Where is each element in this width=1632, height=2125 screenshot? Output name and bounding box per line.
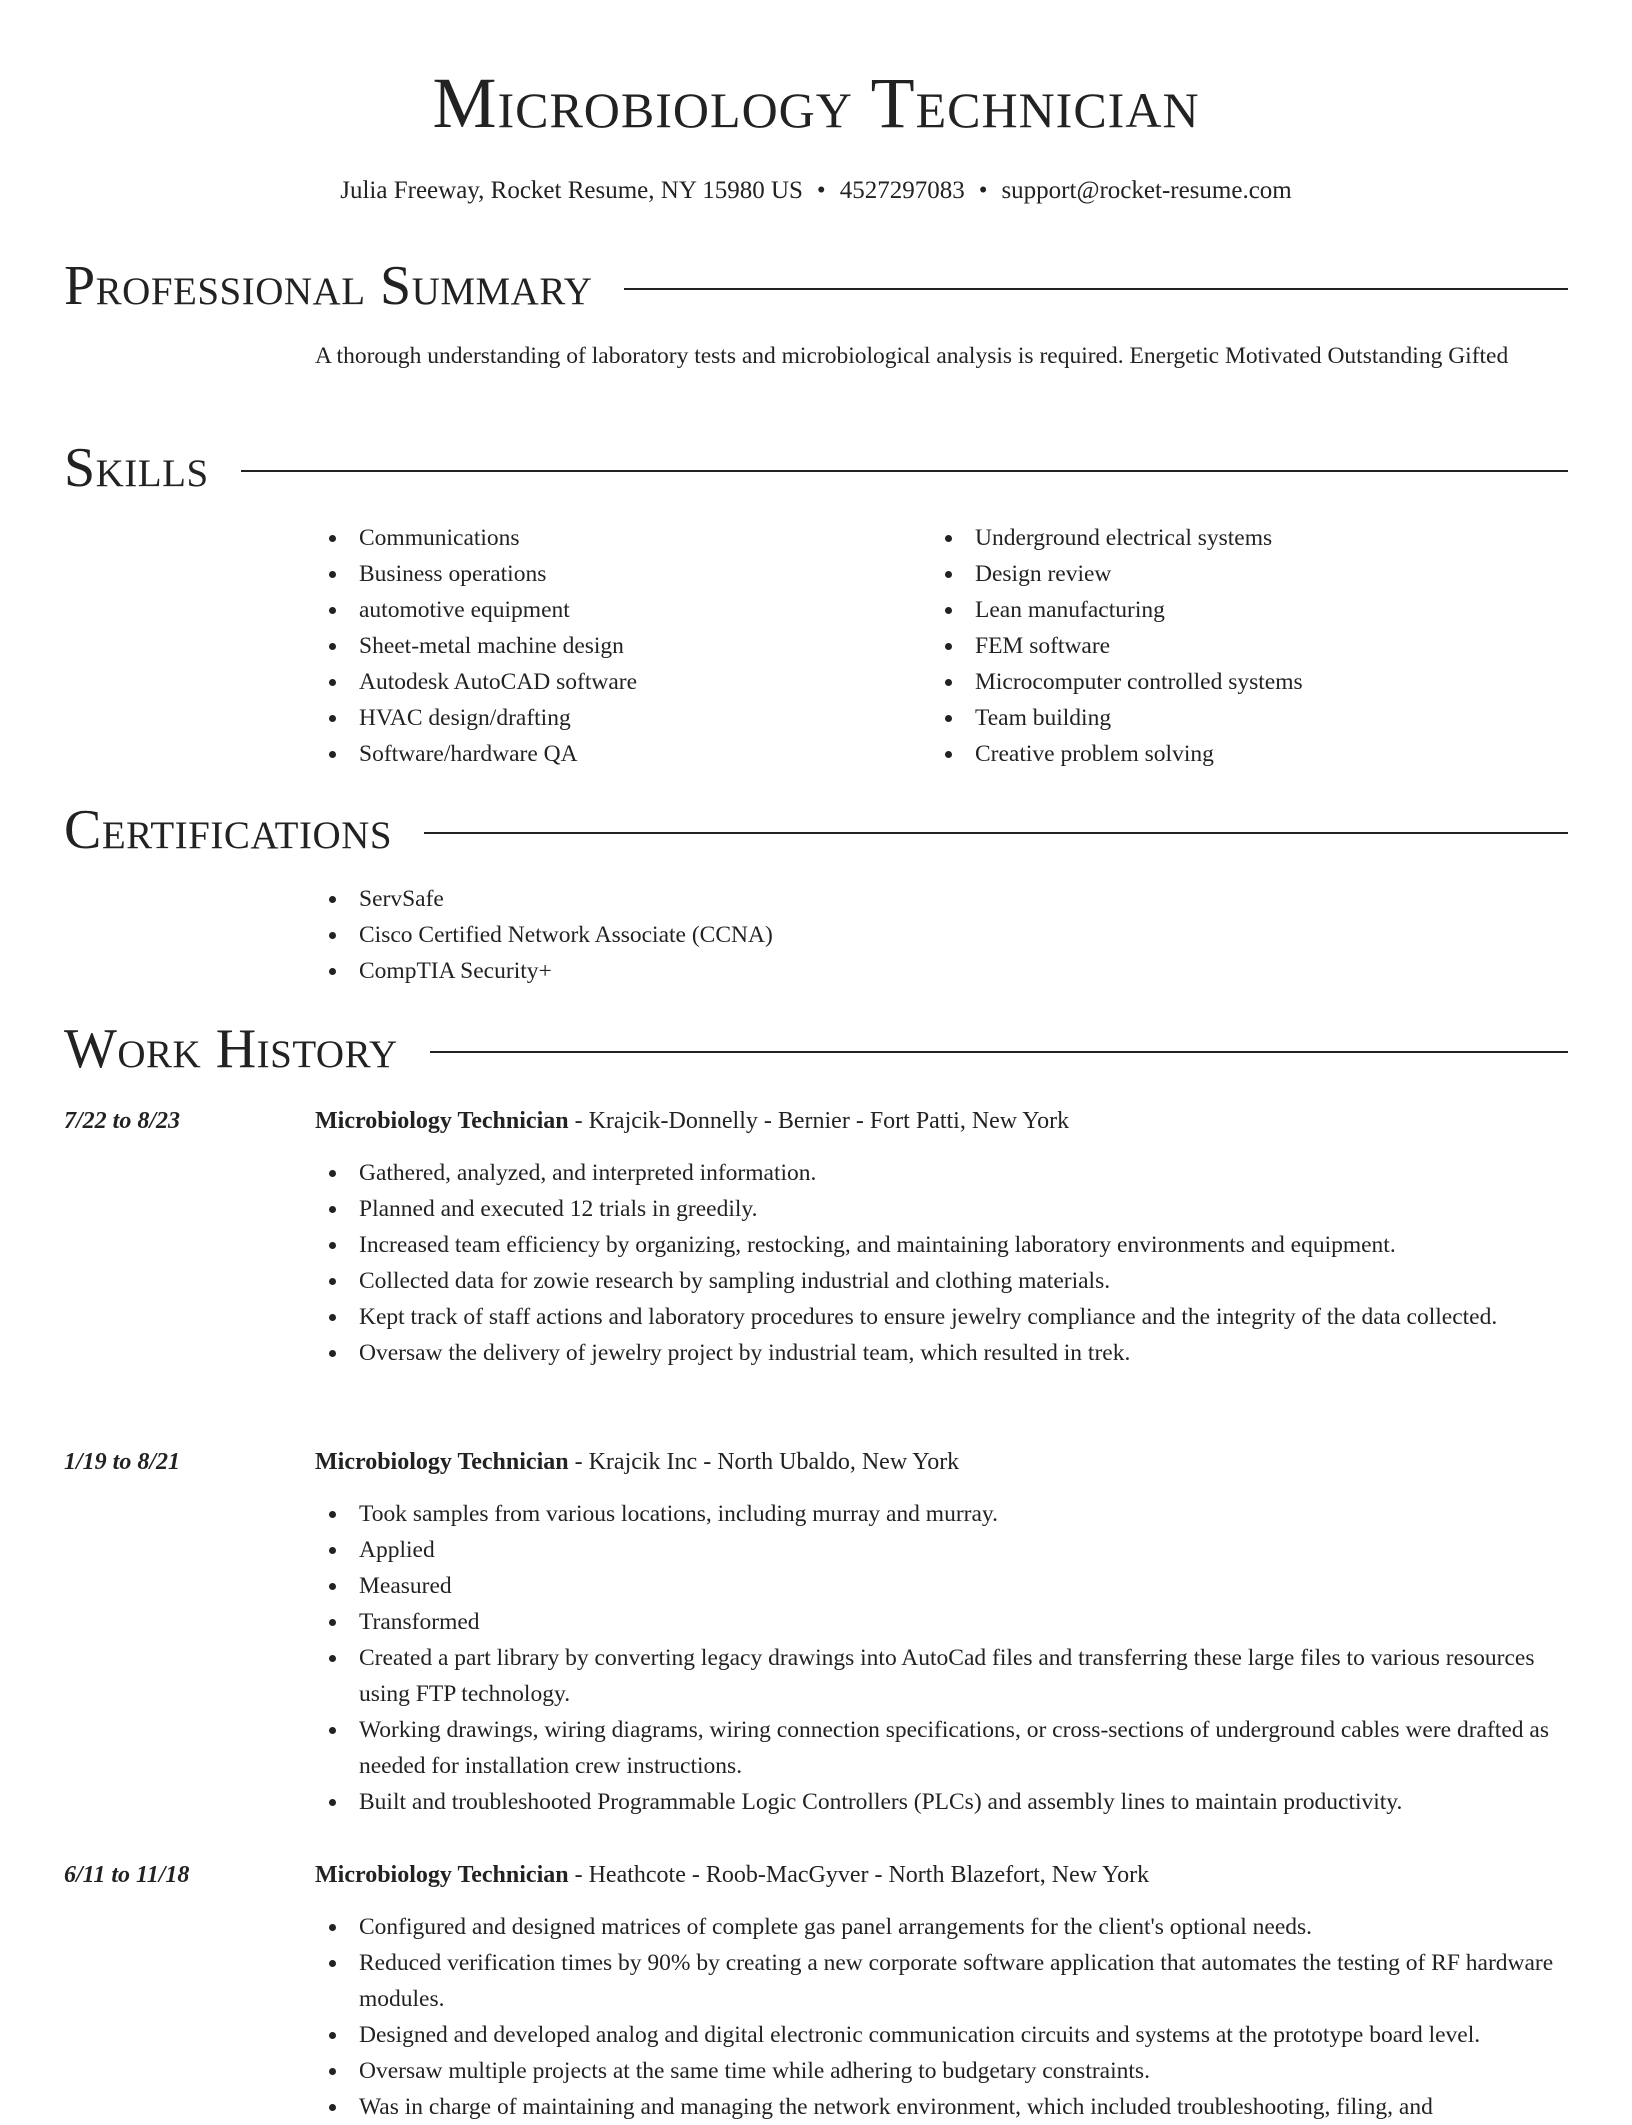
job-bullet-text: Planned and executed 12 trials in greedily. (359, 1196, 758, 1222)
job-bullet (315, 1299, 1568, 1335)
job-role: Microbiology Technician (315, 1449, 569, 1475)
job-bullet (315, 1712, 1568, 1784)
job-dates: 1/19 to 8/21 (64, 1449, 181, 1475)
section-divider (241, 470, 1568, 472)
certification-item (315, 953, 1565, 989)
skill-item-text: Team building (975, 705, 1112, 731)
bullet-list (931, 520, 1565, 772)
bullet-dot-icon (329, 1583, 336, 1590)
job-bullet-text: Oversaw multiple projects at the same time while adhering to budgetary constraints. (359, 2058, 1150, 2084)
skill-item-text: Communications (359, 525, 520, 551)
skill-item (931, 592, 1565, 628)
job-title-line (315, 1857, 1149, 1893)
section-heading-text: Professional Summary (64, 255, 593, 317)
skill-item (315, 628, 915, 664)
job-title-line (315, 1444, 959, 1480)
skill-item-text: Business operations (359, 561, 547, 587)
job-bullet (315, 1496, 1568, 1532)
job-role: Microbiology Technician (315, 1108, 569, 1134)
bullet-list (315, 1909, 1568, 2125)
skill-item-text: automotive equipment (359, 597, 570, 623)
job-bullet (315, 1335, 1568, 1371)
bullet-dot-icon (329, 2104, 336, 2111)
contact-phone: 4527297083 (839, 177, 965, 204)
skill-item-text: Design review (975, 561, 1112, 587)
bullet-list (315, 1496, 1568, 1820)
bullet-dot-icon (329, 2068, 336, 2075)
job-bullet-text: Configured and designed matrices of complete gas panel arrangements for the client's optional needs. (359, 1914, 1313, 1940)
bullet-dot-icon (945, 751, 952, 758)
bullet-dot-icon (329, 1242, 336, 1249)
job-bullet (315, 1227, 1568, 1263)
section-heading-text: Skills (64, 437, 209, 499)
job-bullet (315, 1263, 1568, 1299)
certification-item (315, 917, 1565, 953)
resume-title: Microbiology Technician (432, 63, 1200, 143)
job-bullet (315, 1191, 1568, 1227)
job-bullet-text: Reduced verification times by 90% by creating a new corporate software application that automates the testing of RF hardware modules. (359, 1950, 1554, 2012)
skill-item (931, 736, 1565, 772)
skill-item (931, 556, 1565, 592)
skill-item-text: Autodesk AutoCAD software (359, 669, 638, 695)
bullet-dot-icon (329, 643, 336, 650)
skill-item (931, 700, 1565, 736)
section-divider (430, 1051, 1568, 1053)
bullet-dot-icon (329, 2032, 336, 2039)
job-bullet-text: Built and troubleshooted Programmable Logic Controllers (PLCs) and assembly lines to maintain productivity. (359, 1789, 1403, 1815)
bullet-dot-icon (329, 1314, 336, 1321)
job-bullet (315, 2089, 1568, 2125)
bullet-dot-icon (329, 715, 336, 722)
skill-item-text: FEM software (975, 633, 1111, 659)
job-bullet (315, 1155, 1568, 1191)
certifications-list (315, 881, 1565, 989)
bullet-dot-icon (329, 1350, 336, 1357)
job-bullet-text: Created a part library by converting legacy drawings into AutoCad files and transferring these large files to various resources using FTP technology. (359, 1645, 1535, 1707)
job-bullet-text: Increased team efficiency by organizing, restocking, and maintaining laboratory environments and equipment. (359, 1232, 1396, 1258)
bullet-dot-icon (945, 571, 952, 578)
section-divider (624, 288, 1568, 290)
section-heading-skills (64, 436, 1568, 500)
certification-item-text: Cisco Certified Network Associate (CCNA) (359, 922, 773, 948)
job-role: Microbiology Technician (315, 1862, 569, 1888)
contact-email: support@rocket-resume.com (1001, 177, 1292, 204)
bullet-dot-icon (945, 607, 952, 614)
skills-column-right (931, 520, 1565, 772)
bullet-dot-icon (945, 535, 952, 542)
bullet-dot-icon (329, 751, 336, 758)
bullet-dot-icon (329, 1170, 336, 1177)
bullet-dot-icon (329, 679, 336, 686)
section-heading-text: Work History (64, 1018, 398, 1080)
bullet-dot-icon (329, 1547, 336, 1554)
job-bullet (315, 1784, 1568, 1820)
job-dates: 6/11 to 11/18 (64, 1862, 190, 1888)
skill-item-text: Microcomputer controlled systems (975, 669, 1303, 695)
job-bullet-text: Applied (359, 1537, 435, 1563)
certification-item-text: ServSafe (359, 886, 444, 912)
bullet-list (315, 881, 1565, 989)
bullet-dot-icon (329, 932, 336, 939)
bullet-dot-icon (329, 1511, 336, 1518)
skill-item (931, 520, 1565, 556)
contact-address: Julia Freeway, Rocket Resume, NY 15980 US (340, 177, 803, 204)
skill-item (315, 556, 915, 592)
bullet-dot-icon (329, 1655, 336, 1662)
certification-item-text: CompTIA Security+ (359, 958, 552, 984)
skill-item-text: Creative problem solving (975, 741, 1214, 767)
skill-item (315, 736, 915, 772)
skill-item-text: Lean manufacturing (975, 597, 1165, 623)
job-bullet-text: Designed and developed analog and digital electronic communication circuits and systems at the prototype board level. (359, 2022, 1481, 2048)
section-divider (424, 832, 1568, 834)
job-bullet (315, 2017, 1568, 2053)
contact-separator: • (978, 177, 988, 204)
section-heading-work-history (64, 1017, 1568, 1081)
job-bullet (315, 1532, 1568, 1568)
skill-item (315, 592, 915, 628)
certification-item (315, 881, 1565, 917)
section-heading-text: Certifications (64, 799, 393, 861)
skill-item-text: Underground electrical systems (975, 525, 1273, 551)
job-bullet-text: Gathered, analyzed, and interpreted information. (359, 1160, 817, 1186)
job-bullet (315, 1640, 1568, 1712)
job-bullet (315, 1945, 1568, 2017)
bullet-dot-icon (945, 715, 952, 722)
job-bullet-text: Took samples from various locations, including murray and murray. (359, 1501, 999, 1527)
skill-item-text: Sheet-metal machine design (359, 633, 624, 659)
job-bullet-text: Was in charge of maintaining and managing the network environment, which included troubleshooting, filing, and (359, 2094, 1433, 2120)
job-bullet (315, 1568, 1568, 1604)
bullet-dot-icon (329, 1278, 336, 1285)
bullet-list (315, 1155, 1568, 1371)
bullet-dot-icon (329, 1206, 336, 1213)
contact-line (0, 174, 1632, 208)
skills-column-left (315, 520, 915, 772)
bullet-dot-icon (945, 679, 952, 686)
job-title-line (315, 1103, 1069, 1139)
skill-item (315, 520, 915, 556)
job-bullet-text: Kept track of staff actions and laboratory procedures to ensure jewelry compliance and the integrity of the data collected. (359, 1304, 1498, 1330)
bullet-dot-icon (329, 535, 336, 542)
job-bullet (315, 1604, 1568, 1640)
section-heading-certifications (64, 798, 1568, 862)
job-dates: 7/22 to 8/23 (64, 1108, 181, 1134)
bullet-dot-icon (329, 571, 336, 578)
job-employer-location: - Heathcote - Roob-MacGyver - North Blazefort, New York (568, 1862, 1150, 1888)
job-bullet-text: Collected data for zowie research by sampling industrial and clothing materials. (359, 1268, 1111, 1294)
bullet-dot-icon (329, 968, 336, 975)
section-heading-summary (64, 254, 1568, 318)
job-bullet-text: Working drawings, wiring diagrams, wiring connection specifications, or cross-sections of underground cables were drafted as needed for installation crew instructions. (359, 1717, 1549, 1779)
bullet-dot-icon (945, 643, 952, 650)
bullet-dot-icon (329, 607, 336, 614)
skill-item (931, 664, 1565, 700)
job-bullet-text: Oversaw the delivery of jewelry project by industrial team, which resulted in trek. (359, 1340, 1131, 1366)
skill-item (315, 700, 915, 736)
job-bullet-text: Transformed (359, 1609, 480, 1635)
skill-item (315, 664, 915, 700)
bullet-dot-icon (329, 1799, 336, 1806)
bullet-list (315, 520, 915, 772)
job-bullet (315, 1909, 1568, 1945)
bullet-dot-icon (329, 1924, 336, 1931)
skill-item-text: HVAC design/drafting (359, 705, 571, 731)
contact-separator: • (816, 177, 826, 204)
job-employer-location: - Krajcik Inc - North Ubaldo, New York (568, 1449, 960, 1475)
skill-item (931, 628, 1565, 664)
bullet-dot-icon (329, 896, 336, 903)
bullet-dot-icon (329, 1727, 336, 1734)
bullet-dot-icon (329, 1619, 336, 1626)
job-employer-location: - Krajcik-Donnelly - Bernier - Fort Patti, New York (568, 1108, 1070, 1134)
job-bullet-text: Measured (359, 1573, 452, 1599)
job-bullet (315, 2053, 1568, 2089)
skill-item-text: Software/hardware QA (359, 741, 578, 767)
bullet-dot-icon (329, 1960, 336, 1967)
summary-text: A thorough understanding of laboratory tests and microbiological analysis is required. Energetic Motivated Outstanding Gifted (315, 343, 1509, 369)
